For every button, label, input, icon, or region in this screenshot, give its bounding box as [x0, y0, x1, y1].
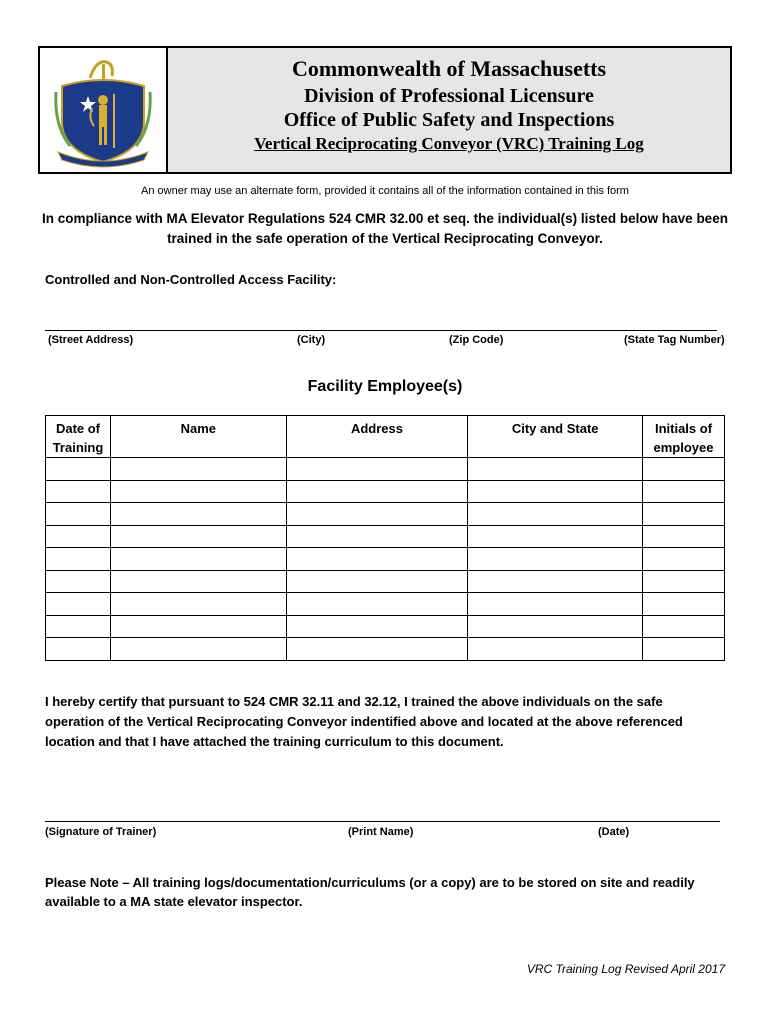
city-state-cell[interactable]	[468, 638, 643, 661]
name-cell[interactable]	[110, 525, 286, 548]
date-cell[interactable]	[46, 615, 111, 638]
city-state-cell[interactable]	[468, 503, 643, 526]
table-row	[46, 593, 725, 616]
initials-cell[interactable]	[643, 458, 725, 481]
agency-title: Commonwealth of Massachusetts	[291, 56, 607, 81]
address-cell[interactable]	[286, 593, 468, 616]
office-title: Office of Public Safety and Inspections	[283, 109, 615, 131]
certify-line-3: location and that I have attached the training curriculum to this document.	[45, 734, 504, 749]
city-state-cell[interactable]	[468, 570, 643, 593]
address-cell[interactable]	[286, 480, 468, 503]
footer-revision: VRC Training Log Revised April 2017	[526, 962, 725, 976]
zip-code-label: (Zip Code)	[449, 334, 504, 346]
title-cell	[168, 48, 730, 172]
name-cell[interactable]	[110, 548, 286, 571]
header-box	[38, 46, 732, 174]
city-state-cell[interactable]	[468, 593, 643, 616]
date-cell[interactable]	[46, 503, 111, 526]
table-header-row	[46, 416, 725, 458]
initials-cell[interactable]	[643, 593, 725, 616]
table-row	[46, 480, 725, 503]
name-cell[interactable]	[110, 570, 286, 593]
name-cell[interactable]	[110, 615, 286, 638]
city-label: (City)	[297, 334, 326, 346]
name-cell[interactable]	[110, 503, 286, 526]
date-cell[interactable]	[46, 548, 111, 571]
date-cell[interactable]	[46, 638, 111, 661]
certify-line-2: operation of the Vertical Reciprocating Conveyor indentified above and located at the above referenced	[45, 714, 683, 729]
table-row	[46, 458, 725, 481]
col-date-line-2: Training	[52, 440, 104, 455]
compliance-line-1: In compliance with MA Elevator Regulations 524 CMR 32.00 et seq. the individual(s) listed below have been	[42, 211, 728, 226]
address-cell[interactable]	[286, 615, 468, 638]
massachusetts-seal-icon	[40, 48, 166, 172]
col-address: Address	[286, 416, 468, 458]
date-cell[interactable]	[46, 525, 111, 548]
date-cell[interactable]	[46, 570, 111, 593]
name-cell[interactable]	[110, 593, 286, 616]
table-row	[46, 570, 725, 593]
initials-cell[interactable]	[643, 570, 725, 593]
certify-line-1: I hereby certify that pursuant to 524 CMR 32.11 and 32.12, I trained the above individuals on the safe	[45, 694, 663, 709]
print-name-label: (Print Name)	[348, 826, 414, 838]
signature-label: (Signature of Trainer)	[45, 826, 157, 838]
division-title: Division of Professional Licensure	[304, 85, 594, 107]
initials-cell[interactable]	[643, 638, 725, 661]
street-address-label: (Street Address)	[48, 334, 134, 346]
initials-cell[interactable]	[643, 503, 725, 526]
name-cell[interactable]	[110, 638, 286, 661]
date-cell[interactable]	[46, 480, 111, 503]
table-row	[46, 525, 725, 548]
name-cell[interactable]	[110, 480, 286, 503]
address-cell[interactable]	[286, 570, 468, 593]
owner-note: An owner may use an alternate form, provided it contains all of the information contained in this form	[141, 185, 629, 197]
employee-table	[45, 415, 725, 661]
facility-label: Controlled and Non-Controlled Access Facility:	[45, 272, 337, 287]
state-tag-label: (State Tag Number)	[624, 334, 725, 346]
signature-line[interactable]	[45, 821, 720, 822]
facility-address-line[interactable]	[45, 330, 717, 331]
initials-cell[interactable]	[643, 525, 725, 548]
city-state-cell[interactable]	[468, 480, 643, 503]
address-cell[interactable]	[286, 525, 468, 548]
table-row	[46, 503, 725, 526]
date-cell[interactable]	[46, 593, 111, 616]
col-date-line-1: Date of	[55, 421, 101, 436]
compliance-line-2: trained in the safe operation of the Vertical Reciprocating Conveyor.	[167, 231, 603, 246]
col-city-state: City and State	[468, 416, 643, 458]
employees-heading: Facility Employee(s)	[307, 378, 463, 395]
note-line-2: available to a MA state elevator inspector.	[45, 894, 303, 909]
col-initials-line-2: employee	[653, 440, 714, 455]
city-state-cell[interactable]	[468, 615, 643, 638]
col-date-of-training	[46, 416, 111, 458]
initials-cell[interactable]	[643, 548, 725, 571]
table-row	[46, 638, 725, 661]
seal-cell	[40, 48, 168, 172]
initials-cell[interactable]	[643, 480, 725, 503]
city-state-cell[interactable]	[468, 525, 643, 548]
table-row	[46, 615, 725, 638]
address-cell[interactable]	[286, 638, 468, 661]
col-initials-line-1: Initials of	[654, 421, 713, 436]
address-cell[interactable]	[286, 458, 468, 481]
initials-cell[interactable]	[643, 615, 725, 638]
note-line-1: Please Note – All training logs/documentation/curriculums (or a copy) are to be stored on site and readily	[45, 875, 695, 890]
city-state-cell[interactable]	[468, 548, 643, 571]
date-label: (Date)	[598, 826, 630, 838]
table-row	[46, 548, 725, 571]
address-cell[interactable]	[286, 548, 468, 571]
form-title: Vertical Reciprocating Conveyor (VRC) Training Log	[254, 134, 644, 153]
col-name: Name	[110, 416, 286, 458]
address-cell[interactable]	[286, 503, 468, 526]
name-cell[interactable]	[110, 458, 286, 481]
col-initials	[643, 416, 725, 458]
date-cell[interactable]	[46, 458, 111, 481]
city-state-cell[interactable]	[468, 458, 643, 481]
